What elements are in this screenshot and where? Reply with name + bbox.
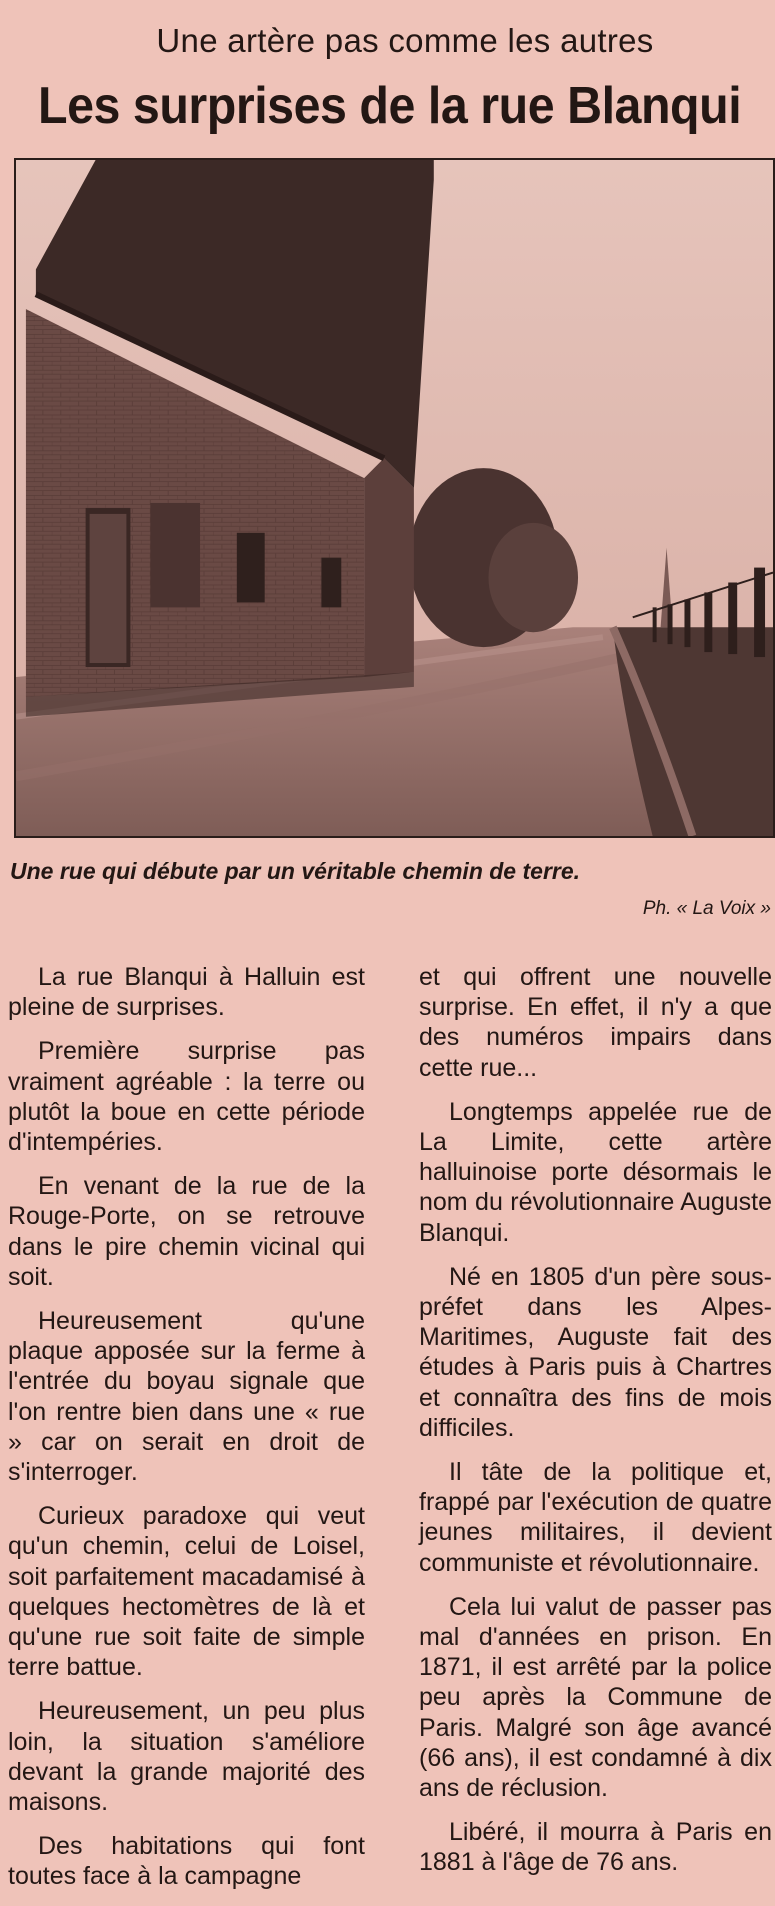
paragraph: Heureusement qu'une plaque apposée sur la ferme à l'entrée du boyau signale que l'on rentre bien dans une « rue » car on serait en droit de s'interroger. (8, 1307, 365, 1487)
photo-credit: Ph. « La Voix » (642, 898, 771, 919)
article-photo (14, 158, 775, 838)
paragraph: Cela lui valut de passer pas mal d'années en prison. En 1871, il est arrêté par la police peu après la Commune de Paris. Malgré son âge avancé (66 ans), il est condamné à dix ans de réclusion. (419, 1592, 772, 1803)
paragraph: Première surprise pas vraiment agréable : la terre ou plutôt la boue en cette période d'intempéries. (8, 1037, 365, 1157)
paragraph: Heureusement, un peu plus loin, la situation s'améliore devant la grande majorité des maisons. (8, 1697, 365, 1817)
photo-caption: Une rue qui débute par un véritable chemin de terre. (10, 858, 581, 884)
paragraph: Curieux paradoxe qui veut qu'un chemin, celui de Loisel, soit parfaitement macadamisé à quelques hectomètres de là et qu'une rue soit faite de simple terre battue. (8, 1502, 365, 1682)
article-column-left (8, 962, 365, 1906)
paragraph: Longtemps appelée rue de La Limite, cette artère halluinoise porte désormais le nom du révolutionnaire Auguste Blanqui. (419, 1097, 772, 1247)
paragraph: et qui offrent une nouvelle surprise. En effet, il n'y a que des numéros impairs dans cette rue... (419, 963, 772, 1082)
paragraph: Des habitations qui font toutes face à la campagne (8, 1832, 365, 1891)
article-column-right (419, 962, 772, 1892)
paragraph: La rue Blanqui à Halluin est pleine de surprises. (8, 963, 365, 1022)
article-kicker: Une artère pas comme les autres (156, 22, 654, 59)
paragraph: Né en 1805 d'un père sous-préfet dans les Alpes-Maritimes, Auguste fait des études à Paris puis à Chartres et connaîtra des fins de mois difficiles. (419, 1262, 772, 1442)
paragraph: Il tâte de la politique et, frappé par l'exécution de quatre jeunes militaires, il devient communiste et révolutionnaire. (419, 1458, 772, 1577)
paragraph: En venant de la rue de la Rouge-Porte, on se retrouve dans le pire chemin vicinal qui soit. (8, 1172, 365, 1291)
photo-street-icon (16, 160, 773, 836)
article-headline: Les surprises de la rue Blanqui (38, 77, 742, 135)
paragraph: Libéré, il mourra à Paris en 1881 à l'âge de 76 ans. (419, 1818, 772, 1877)
